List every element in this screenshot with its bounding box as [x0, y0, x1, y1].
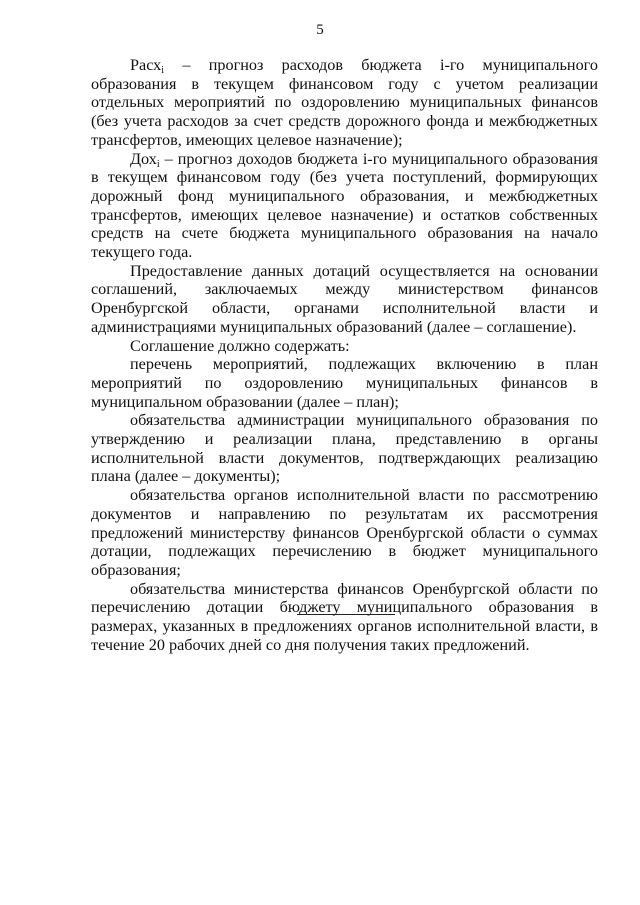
definition-text: – прогноз расходов бюджета i-го муниципального образования в текущем финансовом году с учетом реализации отдельных мероприятий по оздоровлению муниципальных финансов (без учета расходов за счет средств дорожного фонда и межбюджетных трансфертов, имеющих целевое назначение);	[91, 56, 598, 149]
document-body	[91, 56, 598, 655]
definition-symbol: Дох	[130, 149, 157, 168]
definition-subscript: i	[156, 158, 160, 170]
definition-text: – прогноз доходов бюджета i-го муниципального образования в текущем финансовом году (без учета поступлений, формирующих дорожный фонд муниципального образования, и межбюджетных трансфертов, имеющих целевое назначение) и остатков собственных средств на счете бюджета муниципального образования на начало текущего года.	[91, 149, 598, 262]
list-item-administration-obligations: обязательства администрации муниципального образования по утверждению и реализации плана, представлению в органы исполнительной власти документов, подтверждающих реализацию плана (далее – документы);	[91, 411, 598, 486]
definition-subscript: i	[161, 65, 165, 76]
paragraph-agreement-intro: Соглашение должно содержать:	[130, 336, 350, 355]
definition-symbol: Расх	[130, 56, 162, 74]
definition-expenses	[91, 56, 598, 150]
paragraph-grant-basis: Предоставление данных дотаций осуществляется на основании соглашений, заключаемых между министерством финансов Оренбургской области, органами исполнительной власти и администрациями муниципальных образований (далее – соглашение).	[91, 261, 598, 336]
list-item-executive-obligations: обязательства органов исполнительной власти по рассмотрению документов и направлению по результатам их рассмотрения предложений министерству финансов Оренбургской области о суммах дотации, подлежащих перечислению в бюджет муниципального образования;	[91, 486, 598, 579]
end-of-text-rule	[297, 614, 395, 615]
list-item-measures: перечень мероприятий, подлежащих включению в план мероприятий по оздоровлению муниципальных финансов в муниципальном образовании (далее – план);	[91, 355, 598, 411]
list-item-ministry-obligations: обязательства министерства финансов Оренбургской области по перечислению дотации бюджету муниципального образования в размерах, указанных в предложениях органов исполнительной власти, в течение 20 рабочих дней со дня получения таких предложений.	[91, 579, 598, 654]
page-number: 5	[316, 22, 324, 38]
definition-revenues	[91, 150, 598, 262]
